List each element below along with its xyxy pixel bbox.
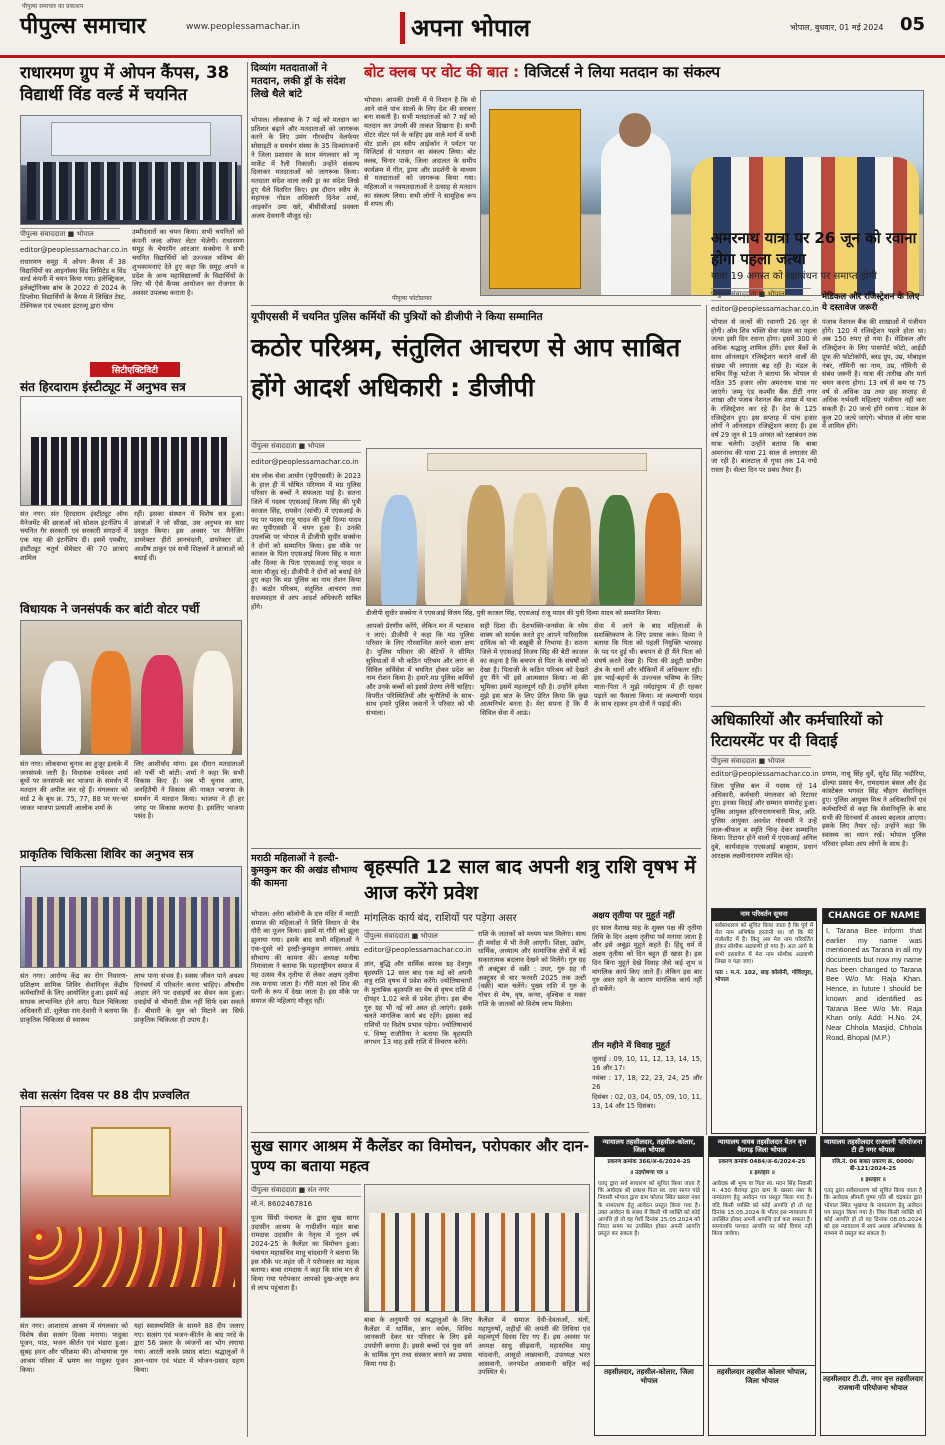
- rule-below-dgp: [251, 848, 701, 849]
- campus-email[interactable]: editor@peoplessamachar.co.in: [20, 246, 128, 254]
- campus-photo-group: [27, 162, 237, 220]
- satsang-body-2: यहां स्वास्थ्यमिति के सामने 88 दीप जलाए गए। सत्संग एवं भजन-कीर्तन के बाद परदे के द्वारा 56 प्रकार के व्यंजनों का भोग लगाया गया। आरती करके प्रसाद बांटा। श्रद्धालुओं ने ज्ञान-ध्यान एवं भंडार में भोजन-प्रसाद ग्रहण किया।: [134, 1322, 244, 1374]
- tehsil-notice-court: न्यायालय तहसीलदार, तहसील-कोलार, जिला भोपाल: [595, 1137, 703, 1157]
- name-change-title: नाम परिवर्तन सूचना: [712, 909, 816, 921]
- divyang-headline: दिव्यांग मतदाताओं ने मतदान, लकी ड्रॉ के संदेश लिखे थैले बांटे: [251, 63, 346, 100]
- prakritik-headline: प्राकृतिक चिकित्सा शिविर का अनुभव सत्र: [20, 847, 194, 861]
- dgp-photo-banner: [427, 453, 647, 471]
- satsang-body-1: संत नगर। आशाराम आश्रम में मंगलवार को विशेष सेवा सत्संग दिवस मनाया। पादुका पूजन, पाठ, भजन कीर्तन एवं भंडारा हुआ। सुबह हवन और परिक्रमा की। शोभायात्रा गुरु आश्रम परिसर में भ्रमण कर पादुका पूजन किया।: [20, 1322, 128, 1374]
- change-of-name-notice: [822, 908, 926, 1134]
- dgp-kicker: यूपीएससी में चयनित पुलिस कर्मियों की पुत्रियों को डीजीपी ने किया सम्मानित: [251, 311, 543, 323]
- city-activity-kicker: सिटीएक्टिविटी: [90, 362, 180, 377]
- sukhsagar-byline: पीपुल्स संवाददाता ■ संत नगर: [251, 1184, 361, 1197]
- vidhayak-headline: विधायक ने जनसंपर्क कर बांटी वोटर पर्ची: [20, 602, 200, 616]
- campus-photo: [20, 115, 242, 225]
- sukhsagar-photo-group: [369, 1213, 587, 1312]
- amarnath-email[interactable]: editor@peoplessamachar.co.in: [711, 305, 819, 313]
- boatclub-photo-credit: पीपुल्स फोटोग्राफर: [392, 295, 432, 302]
- dgp-figure-4: [513, 493, 547, 606]
- tehsil-notice-case: रजि.नं. 06 बाबत प्रकरण क्र. 0000/ बी-121/2024-25: [832, 1158, 914, 1172]
- satsang-photo: [20, 1106, 242, 1318]
- vidhayak-body-2: लिए आशीर्वाद मांगा। इस दौरान मतदाताओं को पर्ची भी बांटी। शर्मा ने कहा कि सभी विकास किए हैं। जब भी चुनाव आया, जनहितैषी ने विकास की नाकत भाजपा के समर्थन में मतदान किया। भाजपा ने ही हर जगह पर विकास कराया है। इसलिए भाजपा पसंद है।: [134, 760, 244, 821]
- tehsil-notice-heading: ॥ इश्तहार ॥: [860, 1177, 886, 1184]
- sant-photo: [20, 396, 242, 506]
- dgp-photo: [366, 448, 702, 606]
- brand-tag: पीपुल्स समाचार का प्रकाशन: [22, 3, 84, 10]
- boatclub-headline: [364, 62, 924, 82]
- sukhsagar-col-2: बाबा के अनुयायी एवं श्रद्धालुओं के लिए कैलेंडर में धार्मिक, ज्ञान वर्धक, विविध जानकारी देकर घर परिवार के लिए इसे उपयोगी बनाया है। इससे बच्चों एवं युवा वर्ग के धार्मिक गुण तथा संस्कार बनाने का प्रयास किया गया है।: [364, 1316, 472, 1368]
- website[interactable]: www.peoplessamachar.in: [186, 22, 300, 32]
- prakritik-photo-crowd: [25, 897, 239, 967]
- rule-below-boatclub: [251, 305, 701, 306]
- akshay-headline: अक्षय तृतीया पर मुहूर्त नहीं: [592, 911, 675, 921]
- sant-body-1: संत नगर। संत हिरदाराम इंस्टीट्यूट ऑफ मैनेजमेंट की छात्राओं को सोशल इंटर्नशिप में चयनित गैर सरकारी एवं सरकारी संगठनों में एक माह की इंटर्नशिप दी। इसमें एमबीए, इंस्टीट्यूट चतुर्थ सेमेस्टर की 70 छात्राएं शामिल: [20, 510, 128, 562]
- amarnath-side-body: पंजाब नेशनल बैंक की शाखाओं में पंजीयन होंगे। 120 में रजिस्ट्रेशन पहले होता था। अब 150 रुपए हो गया है। मेडिकल और रजिस्ट्रेशन के लिए पासपोर्ट फोटो, आईडी प्रूफ की फोटोकॉपी, ब्लड ग्रुप, उम्र, मोबाइल नंबर, नॉमिनी का नाम, उम्र, नॉमिनी से संबंध जरूरी है। यात्रा की तारीख और मार्ग चयन करना होगा। 13 वर्ष से कम या 75 वर्ष से अधिक उम्र तथा छह सप्ताह से अधिक गर्भवती महिलाएं पंजीयन नहीं करा सकती हैं। 20 जत्थे होंगे रवाना : मंडल के कुल 20 जत्थे जाएंगे। भोपाल से लोग यात्रा में शामिल होंगे।: [822, 318, 926, 431]
- brihaspati-email[interactable]: editor@peoplessamachar.co.in: [364, 946, 472, 954]
- name-change-body: सर्वसाधारण को सूचित किया जाता है कि पूर्व में मेरा नाम अभिषेक हरतानी था। जो कि मेरे मार्कशीट में है। किंतु अब मेरा नाम परिवर्तित होकर सोशीक अडवाणी हो गया है। अतः आगे के सभी दस्तावेज में मेरा नाम सोशीक अडवाणी लिखा व पढ़ा जाए।: [715, 922, 813, 965]
- section-title-text: अपना भोपाल: [411, 14, 531, 42]
- boatclub-headline-rest: विजिटर्स ने लिया मतदान का संकल्प: [524, 63, 721, 81]
- vidhayak-figure-3: [141, 655, 183, 755]
- dgp-figure-6: [599, 495, 635, 606]
- dgp-figure-5: [553, 487, 591, 606]
- rule-below-brihaspati: [251, 1132, 589, 1133]
- tehsil-notice-footer: तहसीलदार, तहसील-कोलार, जिला भोपाल: [595, 1365, 703, 1387]
- sant-photo-group: [31, 437, 231, 506]
- vidhayak-body-1: संत नगर। लोकसभा चुनाव का हुजूर इलाके में जनसंपर्क जारी है। विधायक रामेश्वर शर्मा बूथों पर जनसंपर्क कर भाजपा के समर्थन में मतदान की अपील कर रहे हैं। मंगलवार को वार्ड 2 के बूथ क्र. 75, 77, 88 पर घर-घर जाकर भाजपा प्रत्याशी आलोक शर्मा के: [20, 760, 128, 812]
- change-of-name-body: I, Tarana Bee inform that earlier my name was mentioned as Tarana in all my documents but now my name has been changed to Tarana Bee W/o Mr. Raja Khan. Hence, in future I should be known and identified as Tarana Bee W/o Mr. Raja Khan only. Add: H.No. 24, Near Chhola Masjid, Chhola Road, Bhopal (M.P.): [826, 925, 922, 1042]
- retirement-byline: पीपुल्स संवाददाता ■ भोपाल: [711, 755, 811, 768]
- dgp-col-3: सही दिशा दी। देशभक्ति-जनसेवा के ध्येय वाक्य को सार्थक करते हुए आपने पारिवारिक दायित्व को भी बखूबी से निभाया है। सतना जिले में एएसआई विजय सिंह की बेटी काजल का कहना है कि बचपन से पिता के संघर्षों को देखा है। पिताजी के कठिन परिश्रम को देखते हुए मैंने भी इसे आत्मसात किया। मां की भूमिका इसमें महत्वपूर्ण रही है। उन्होंने हमेशा मुझे इस बात के लिए प्रेरित किया कि कुछ आत्मनिर्भर बनना है। मेरा सपना है कि मैं सिविल सेवा में आऊं।: [480, 622, 588, 718]
- change-of-name-title: CHANGE OF NAME: [823, 909, 925, 924]
- prakritik-body-2: लाभ पाना संभव है। स्वस्थ जीवन पाने अवश्य दिनचर्या में परिवर्तन करना चाहिए। औषधीय आहार लेने पर दवाइयों का सेवन कम हुआ। दवाईयों से भीमारी ठीक नहीं सिर्फ दबा सकते हैं। बीमारी के मूल को मिटाने का सिर्फ प्राकृतिक चिकित्सा ही उपाय है।: [134, 972, 244, 1024]
- tehsil-notice-kolar: [594, 1136, 704, 1436]
- boatclub-photo-man-head: [619, 113, 651, 147]
- dgp-email[interactable]: editor@peoplessamachar.co.in: [251, 458, 359, 466]
- tehsil-notice-heading: ॥ इश्तहार ॥: [749, 1169, 775, 1176]
- amarnath-side-headline: मेडिकल और रजिस्ट्रेशन के लिए ये दस्तावेज जरूरी: [822, 292, 920, 314]
- masthead: [0, 0, 945, 58]
- brand-logo: पीपुल्स समाचार: [20, 14, 146, 39]
- brihaspati-headline: बृहस्पति 12 साल बाद अपनी शत्रु राशि वृषभ में आज करेंगे प्रवेश: [364, 856, 696, 904]
- dgp-body: संघ लोक सेवा आयोग (यूपीएससी) के 2023 के हाल ही में घोषित परिणाम में मप्र पुलिस परिवार के बच्चों ने सफलता पाई है। सतना जिले में पदस्थ एएसआई विजय सिंह की पुत्री काजल सिंह, रायसेन (सांची) में एएसआई के पद पर पदस्थ राजू यादव की पुत्री दिव्या यादव का यूपीएससी में चयन हुआ है। उनकी उपलब्धि पर भोपाल में डीजीपी सुधीर सक्सेना ने दोनों को सम्मानित किया। इस मौके पर काजल के पिता एएसआई विजय सिंह व माता और दिव्या के पिता एएसआई राजू यादव व माता मौजूद रहे। डीजीपी ने दोनों को बधाई देते हुए कहा कि मप्र पुलिस का नाम रोशन किया है। कठोर परिश्रम, संतुलित आचरण तथा सदव्यवहार से आप आदर्श अधिकारी साबित होंगे।: [251, 472, 361, 611]
- name-change-address: पता : म.नं. 102, साइ कॉलोनी, गोविंदपुरा, भोपाल: [715, 969, 813, 983]
- prakritik-photo: [20, 866, 242, 968]
- dgp-col-4: सेवा में आने के बाद महिलाओं के सशक्तिकरण के लिए प्रयास करूं। दिव्या ने बताया कि पिता को पहली नियुक्ति भारवाह के पद पर हुई थी। बचपन से ही मैंने पिता को संघर्ष करते देखा है। पिता की ड्यूटी ग्रामीण क्षेत्र के थानों और चौकियों में अधिकतर रही। इस भाई-बहनों के उज्ज्वल भविष्य के लिए माता-पिता ने मुझे नर्मदापुरम में ही रहकर पढ़ाने का फैसला किया। मां कल्याणी यादव के साथ रहकर हम दोनों ने पढ़ाई की।: [594, 622, 702, 709]
- satsang-headline: सेवा सत्संग दिवस पर 88 दीप प्रज्वलित: [20, 1088, 190, 1102]
- muhurt-november: नवंबर : 17, 18, 22, 23, 24, 25 और 26: [592, 1074, 702, 1091]
- tehsil-notice-ttnagar: [820, 1136, 926, 1436]
- dgp-figure-3: [467, 485, 505, 606]
- marathi-body: भोपाल। अरेरा कॉलोनी के दत्त मंदिर में मराठी समाज की महिलाओं ने विधि विधान से चैत्र गौरी का पूजन किया। इसमें मां गौरी को झूला झुलाया गया। इसके बाद सभी महिलाओं ने एक-दूसरे को हल्दी-कुमकुम लगाकर अखंड सौभाग्य की कामना की। अध्यक्ष मनीषा निमावाला ने बताया कि महाराष्ट्रीयन समाज में यह उत्सव चैत्र तृतीया से लेकर अक्षय तृतीया तक मनाया जाता है। गौरी माता को शिव की पत्नी के रूप में देखा जाता है। इस मौके पर समाज की महिलाएं मौजूद रहीं।: [251, 910, 359, 1006]
- dgp-headline: कठोर परिश्रम, संतुलित आचरण से आप साबित होंगे आदर्श अधिकारी : डीजीपी: [251, 333, 681, 402]
- dgp-byline: पीपुल्स संवाददाता ■ भोपाल: [251, 440, 361, 453]
- sukhsagar-body: पूज्य सिंधी पंचायत के द्वारा सुख सागर उदासीन आश्रम के गादीशीन महंत बाबा रामदास उदासीन के नेतृत्व में नूतन वर्ष 2024-25 के कैलेंडर का विमोचन हुआ। पंचायत महासचिव माधु चांदवानी ने बताया कि इस मौके पर महंत जी ने परोपकार का महत्व बताया। बाबा रामदास ने कहा कि सांच मन से किया गया परोपकार आपको दुख-अदृष्ट रूप से लाभ पहुंचाता है।: [251, 1214, 359, 1292]
- retirement-body-2: प्रणाम, नाथू सिंह धुर्वे, सुरेंद्र सिंह भदौरिया, ढोल्या प्रसाद चैन, रामदयाल बंसल और हेड कांस्टेबल भगवत सिंह चौहान सेवानिवृत्त हुए। पुलिस आयुक्त मिश्र ने अधिकारियों एवं कर्मचारियों से कहा कि सेवानिवृत्ति के बाद सभी की दिनचर्या में अवश्य बदलाव आएगा। इसके लिए तैयार रहें। उन्होंने कहा कि स्वास्थ्य का ध्यान रखें। भोपाल पुलिस परिवार हमेशा आप लोगों के साथ है।: [822, 770, 926, 848]
- tehsil-notice-body: एतद् द्वारा सर्वसाधारण को सूचित किया जाता है कि आवेदक श्रीमती पुष्पा पति श्री चंद्रकांत द्वारा भोपाल स्थित भूखण्ड के नामांतरण हेतु आवेदन पत्र प्रस्तुत किया गया है। जिस किसी व्यक्ति को कोई आपत्ति हो तो वह दिनांक 08.05.2024 को इस न्यायालय में स्वयं अथवा अभिभाषक के माध्यम से प्रस्तुत कर सकता है।: [824, 1188, 922, 1238]
- muhurt-december: दिसंबर : 02, 03, 04, 05, 09, 10, 11, 13, 14 और 15 दिसंबर।: [592, 1093, 702, 1110]
- amarnath-byline: पीपुल्स संवाददाता ■ भोपाल: [711, 288, 811, 301]
- vidhayak-figure-4: [193, 651, 233, 755]
- tehsil-notice-footer: तहसीलदार तहसील कोलार भोपाल, जिला भोपाल: [709, 1365, 815, 1387]
- campus-headline: राधारमण ग्रुप में ओपन कैंपस, 38 विद्यार्थी विंड वर्ल्ड में चयनित: [20, 63, 230, 105]
- muhurt-july: जुलाई : 09, 10, 11, 12, 13, 14, 15, 16 और 17।: [592, 1055, 702, 1072]
- brihaspati-col-2: राशि के जातकों को मध्यम फल मिलेगा। साथ ही मर्यादा में भी तेजी आएगी। शिक्षा, उद्योग, धार्मिक, अध्यात्म और सामाजिक क्षेत्रों में बड़े सकारात्मक बदलाव देखने को मिलेंगे। गुरु ग्रह नौ अक्टूबर से वक्री : उधर, गुरु ग्रह नौ अक्टूबर से चार फरवरी 2025 तक उल्टी (वक्री) चाल चलेंगे। पुख्य राशि में गुरु के गोचर से मेष, वृष, कन्या, वृश्चिक व मकर राशि के जातकों को विशेष लाभ मिलेगा।: [478, 930, 586, 1008]
- retirement-email[interactable]: editor@peoplessamachar.co.in: [711, 770, 819, 778]
- dgp-caption: डीजीपी सुधीर सक्सेना ने एएसआई विजय सिंह, पुत्री काजल सिंह, एएसआई राजू यादव की पुत्री दिव्या यादव को सम्मानित किया।: [366, 609, 661, 617]
- vidhayak-figure-2: [91, 651, 131, 755]
- dgp-figure-2: [425, 489, 461, 606]
- brihaspati-byline: पीपुल्स संवाददाता ■ भोपाल: [364, 930, 474, 943]
- boatclub-photo-evm: [489, 109, 581, 289]
- dgp-figure-7: [645, 493, 681, 606]
- tehsil-notice-bairagarh: [708, 1136, 816, 1436]
- prakritik-body-1: संत नगर। आरोग्य केंद्र का रोग निवारण-प्रशिक्षण सामिक शिविर सेवानिवृत्त केंद्रीय कर्मचारियों के लिए आयोजित हुआ। इसमें कई साधक लाभान्वित होने आए। पैडल चिकित्सा अधिकारी डॉ. शुलेखा राय देवानी ने बताया कि प्राकृतिक चिकित्सा से स्वास्थ्य: [20, 972, 128, 1024]
- dateline: भोपाल, बुधवार, 01 मई 2024: [790, 23, 884, 32]
- brihaspati-subhead: मांगलिक कार्य बंद, राशियों पर पड़ेगा असर: [364, 913, 517, 924]
- campus-body-1: राधारमण समूह में ओपन कैंपस में 38 विद्यार्थियों का आइनॉक्स विंड लिमिटेड व विंड वर्ल्ड कंपनी में चयन किया गया। इलेक्ट्रिकल, इलेक्ट्रॉनिक्स ब्रांच के 2022 से 2024 के डिप्लोमा विद्यार्थियों के कैंपस में लिखित टेस्ट, टेक्निकल एवं एचआर इंटरव्यू द्वारा योग्य: [20, 258, 126, 310]
- vidhayak-photo: [20, 620, 242, 755]
- dgp-figure-1: [381, 495, 417, 606]
- satsang-photo-altar: [91, 1127, 171, 1197]
- boatclub-body: भोपाल। आपकी उंगली में ये निशान है कि वो आने वाले पांच सालों के लिए देश की सरकार बना सकती है। सभी मतदाताओं को 7 मई को मतदान कर उंगली की ताकत दिखाना है। सभी वोटर वोटर पर्व के कहिए इस वाले मार्ग में सभी वोट डालें। हम स्वीप आईकॉन ने पर्यटन पर विजिटर्स से मतदान का संकल्प लिया। बोट क्लब, चिनार पार्क, जिला अदालत के समीप कार्यक्रम में गीत, ड्रामा और प्रदर्शनी के माध्यम से मतदाताओं को जागरूक किया गया। महिलाओं व नवमतदाताओं ने उत्साह से मतदान का संकल्प लिया। सभी लोगों ने सामूहिक रूप से शपथ ली।: [364, 96, 476, 209]
- boatclub-headline-prefix: बोट क्लब पर वोट की बात :: [364, 63, 520, 81]
- section-title: [400, 12, 536, 44]
- column-rule-1: [247, 62, 248, 1437]
- sant-body-2: रहीं। इसका संस्थान में विशेष सत्र हुआ। छात्राओं ने जो सीखा, उस अनुभव का सार प्रस्तुत किया। इस अवसर पर मैनेजिंग डायरेक्टर हीरो ज्ञानचंदानी, डायरेक्टर डॉ. आशीष ठाकुर एवं सभी शिक्षकों ने छात्राओं को बधाई दी।: [134, 510, 244, 562]
- campus-photo-screen: [51, 122, 211, 156]
- name-change-notice: [711, 908, 817, 1134]
- campus-body-2: उम्मीदवारों का चयन किया। सभी चयनितों को कंपनी जल्द ऑफर लेटर भेजेगी। राधारमण समूह के चेयरमैन आरआर सक्सेना ने सभी चयनित विद्यार्थियों को उज्ज्वल भविष्य की शुभकामनाएं देते हुए कहा कि समूह अपने व प्रदेश के अन्य महाविद्यालयों के विद्यार्थियों के लिए भी ऐसे कैंपस आयोजन कर रोजगार के अवसर उपलब्ध कराता है।: [132, 228, 244, 297]
- tehsil-notice-heading: ॥ उदघोषणा पत्र ॥: [629, 1169, 669, 1176]
- sukhsagar-col-3: कैलेंडर में समाज देवी-देवताओं, संतों, महापुरुषों, शहीदों की जयंती की तिथियां एवं महत्वपूर्ण दिवस दिए गए हैं। इस अवसर पर अध्यक्ष साधु सीढ़वानी, महासचिव माधु चांदवानी, आसुदो लख्यचानी, उपाध्यक्ष भरत आसवानी, जनपदेश आसवानी सहित कई उपस्थित थे।: [478, 1316, 590, 1377]
- tehsil-notice-court: न्यायालय तहसीलदार राजधानी परियोजना टी टी नगर भोपाल: [821, 1137, 925, 1157]
- rule-above-retirement: [711, 706, 925, 707]
- tehsil-notice-footer: तहसीलदार टी.टी. नगर वृत्त तहसीलदार राजधानी परियोजना भोपाल: [821, 1372, 925, 1394]
- sukhsagar-mobile: मो.नं. 8602467816: [251, 1200, 313, 1208]
- tehsil-notice-body: एतद् द्वारा सर्व साधारण को सूचित किया जाता है कि आवेदक श्री प्रकाश पिता स्व. दया सागर पांडे निवासी भोपाल द्वारा ग्राम कोलार स्थित खसरा नंबर के नामांतरण हेतु आवेदन प्रस्तुत किया गया है। उक्त आवेदन के संबंध में किसी भी व्यक्ति को कोई आपत्ति हो तो वह पेशी दिनांक 15.05.2024 को नियत समय पर उपस्थित होकर अपनी आपत्ति प्रस्तुत कर सकता है।: [598, 1181, 700, 1238]
- retirement-body: जिला पुलिस बल में पदस्थ रहे 14 अधिकारी, कर्मचारी मंगलवार को रिटायर हुए। इनका विदाई और सम्मान समारोह हुआ। पुलिस आयुक्त हरिनारायणचारी मिश्र, अति. पुलिस आयुक्त अवधेश गोस्वामी ने उन्हें शाल-श्रीफल व स्मृति चिन्ह देकर सम्मानित किया। रिटायर होने वालों में एएसआई अनिल दुबे, कार्यवाहक एएसआई बाबूराम, प्रधान आरक्षक लक्ष्मीनारायण शामिल रहे।: [711, 782, 817, 860]
- divyang-body: भोपाल। लोकसभा के 7 मई को मतदान का प्रतिशत बढ़ाने और मतदाताओं को जागरूक करने के लिए उमंग गौरवदीप वेलफेयर सोसाइटी व समर्थन संस्था के 35 दिव्यांगजनों ने जिला प्रशासन के साथ मंगलवार को न्यू मार्केट में रैली निकाली। उन्होंने संकल्प दिलाकर मतदाताओं को जागरूक किया। मतदाता संदेश वाला लकी ड्रा का संदेश लिखे हुए थैले वितरित किए। इस दौरान स्वीप के सहायक नोडल अधिकारी दिनेश शर्मा, आइकॉन उमा खरे, बीसीसीआई प्रवक्ता अजय देवनानी मौजूद रहे।: [251, 116, 359, 220]
- muhurt-headline: तीन महीने में विवाह मुहूर्त: [592, 1041, 671, 1051]
- retirement-headline: अधिकारियों और कर्मचारियों को रिटायरमेंट पर दी विदाई: [711, 711, 883, 750]
- tehsil-notice-court: न्यायालय नायब तहसीलदार वेतन वृत्त बैरागढ़ जिला भोपाल: [709, 1137, 815, 1157]
- column-rule-right: [706, 305, 707, 1135]
- sant-headline: संत हिरदाराम इंस्टीट्यूट में अनुभव सत्र: [20, 380, 186, 394]
- sukhsagar-photo: [364, 1184, 590, 1312]
- marathi-headline: मराठी महिलाओं ने हल्दी-कुमकुम कर की अखंड सौभाग्य की कामना: [251, 853, 358, 889]
- vidhayak-figure-1: [41, 661, 81, 755]
- campus-byline: पीपुल्स संवाददाता ■ भोपाल: [20, 228, 120, 241]
- boatclub-photo-man: [601, 131, 671, 296]
- brihaspati-body: ज्ञान, बुद्धि और धार्मिक कारक ग्रह देवगुरु बृहस्पति 12 साल बाद एक मई को अपनी शत्रु राशि वृषभ में प्रवेश करेंगे। ज्योतिषाचार्यों के मुताबिक बृहस्पति का मेष से वृषभ राशि में दोपहर 1.02 बजे से प्रवेश होगा। इस बीच गुरु ग्रह भी नई को अस्त हो जाएंगे। इसके चलते मांगलिक कार्य बंद रहेंगे। इसका कई राशियों पर विशेष प्रभाव पड़ेगा। ज्योतिषाचार्य पं. विष्णु राजौरिया ने बताया कि बृहस्पति लगभग 13 माह इसी राशि में विचरण करेंगे।: [364, 960, 472, 1047]
- satsang-photo-diyas: [29, 1227, 235, 1287]
- amarnath-headline: अमरनाथ यात्रा पर 26 जून को रवाना होगा पहला जत्था: [711, 229, 917, 268]
- tehsil-notice-case: प्रकरण क्रमांक 366/अ-6/2024-25: [607, 1158, 691, 1165]
- brihaspati-col-3: हर साल वैशाख माह के शुक्ल पक्ष की तृतीया तिथि के दिन अक्षय तृतीया पर्व मनाया जाता है और इसे अबूझ मुहूर्त कहते हैं। हिंदू धर्म में अक्षय तृतीया को दिन बहुत ही खास है। इस दिन बिना मुहूर्त देखे विवाह जैसे कई शुभ व मांगलिक कार्य किए जाते हैं। लेकिन इस बार गुरु अस्त रहने के कारण मांगलिक कार्य नहीं हो सकेंगे।: [592, 924, 702, 993]
- dgp-col-2: आपको प्रेरणीय करेंगे, लेकिन मन में भटकाव न लाएं। डीजीपी ने कहा कि मप्र पुलिस परिवार के लिए गौरवान्वित करने वाला क्षण है। पुलिस परिवार की बेटियों ने सीमित सुविधाओं में भी कठिन परिश्रम और लगन से सिविल सर्विसेस में चयनित होकर प्रदेश का नाम रोशन किया है। हमारे मप्र पुलिस कर्मियों और उनके बच्चों को इससे प्रेरणा लेनी चाहिए। विपरीत परिस्थितियों और चुनौतियों के साथ-साथ हमारे पुलिस जवानों ने परिवार को भी संभाला।: [366, 622, 474, 718]
- tehsil-notice-case: प्रकरण क्रमांक 0484/अ-6/2024-25: [718, 1158, 806, 1165]
- amarnath-subhead: यात्रा 19 अगस्त को रक्षाबंधन पर समाप्त होगी: [711, 271, 877, 282]
- tehsil-notice-body: आवेदक श्री भुप्प वा पिता स्व. मदन सिंह निवासी म. 430 बैरागढ़ द्वारा ग्राम के खसरा नंबर के नामांतरण हेतु आवेदन पत्र प्रस्तुत किया गया है। यदि किसी व्यक्ति को कोई आपत्ति हो तो वह दिनांक 15.05.2024 के भीतर इस न्यायालय में उपस्थित होकर अपनी आपत्ति दर्ज करा सकता है। समयावधि पश्चात आपत्ति पर कोई विचार नहीं किया जावेगा।: [712, 1181, 812, 1238]
- page-number: 05: [900, 14, 926, 35]
- amarnath-body: भोपाल से जत्थों की रवानगी 26 जून से होगी। ओम शिव भक्ति सेवा मंडल का पहला जत्था इसी दिन रवाना होगा। इसमें 300 से अधिक श्रद्धालु शामिल होंगे। इधर बैंकों के साथ ऑनलाइन रजिस्ट्रेशन कराने वालों की संख्या भी लगातार बढ़ रही है। मंडल के सचिव रिंकू भटेजा ने बताया कि भोपाल से गठित 35 हजार लोग अमरनाथ यात्रा पर जाएंगे। जम्मू एंड कश्मीर बैंक टीटी नगर शाखा और पंजाब नेशनल बैंक शाखा में यात्रा के रजिस्ट्रेशन कर रहे हैं। देश के 125 रजिस्ट्रेशन हुए। इस सप्ताह में पांच हजार लोगों ने ऑनलाइन रजिस्ट्रेशन कराए हैं। इस वर्ष 29 जून से 19 अगस्त को रक्षाबंधन तक यात्रा चलेगी। उन्होंने बताया कि बाबा अमरनाथ की यात्रा 21 साल से लगातार की जा रही है। बालटाल से गुफा तक 14 नग्ग्रे रास्ता है। सेल्टा दिन पर प्रबंध तैयार हैं।: [711, 318, 817, 474]
- sukhsagar-headline: सुख सागर आश्रम में कैलेंडर का विमोचन, परोपकार और दान-पुण्य का बताया महत्व: [251, 1137, 590, 1176]
